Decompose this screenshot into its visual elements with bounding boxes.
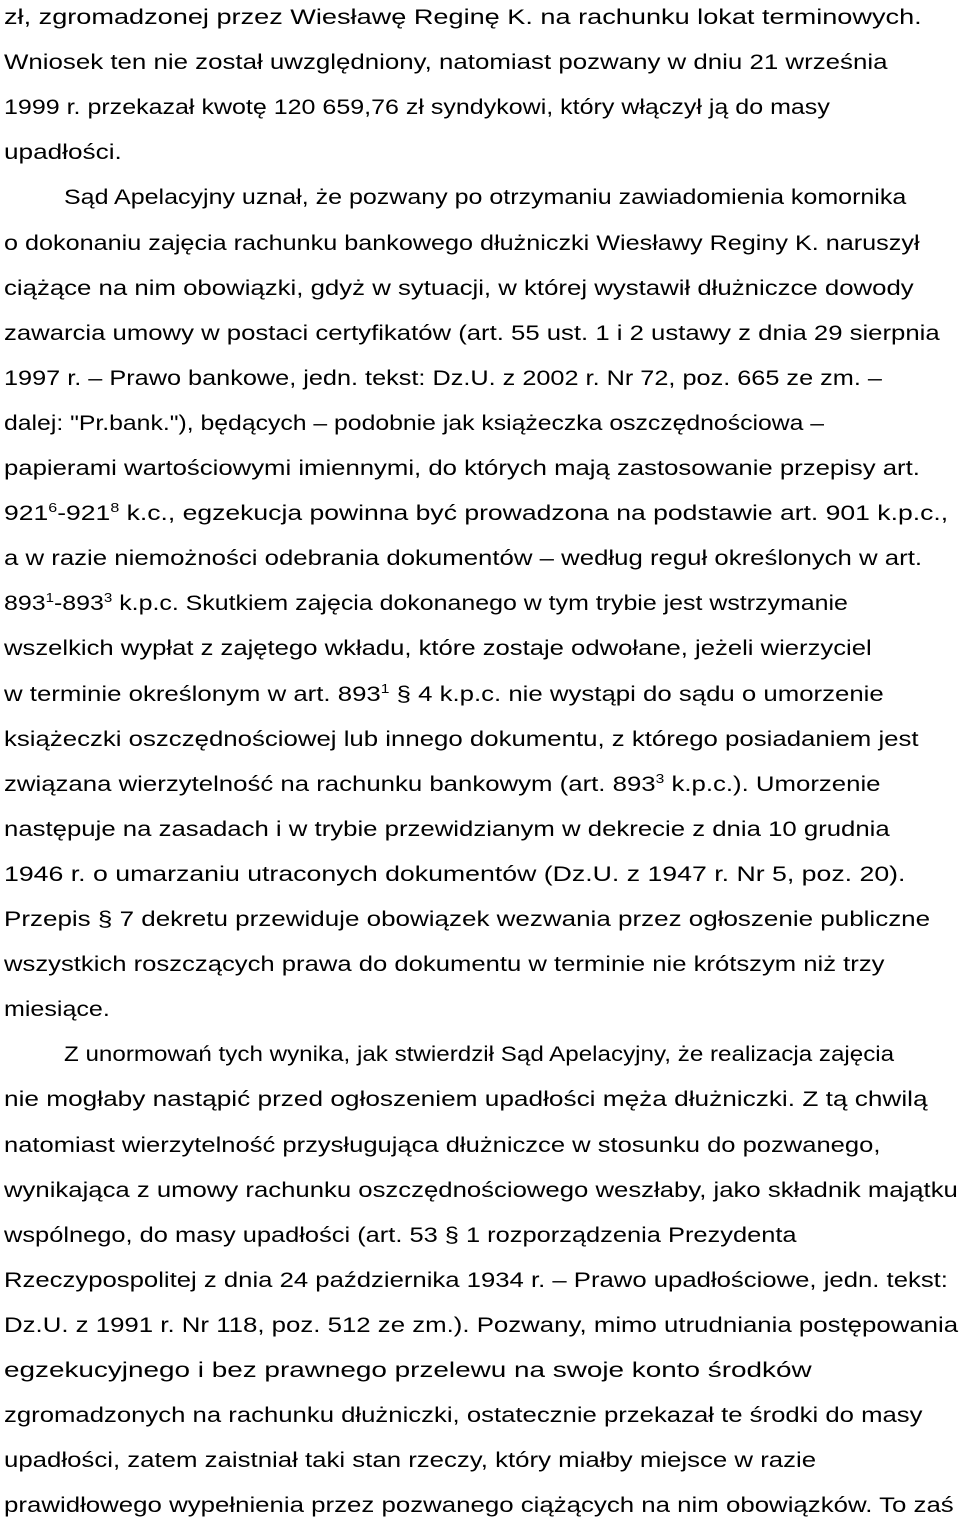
text-line: następuje na zasadach i w trybie przewidzianym w dekrecie z dnia 10 grudnia [4, 816, 890, 841]
text-line: Wniosek ten nie został uwzględniony, natomiast pozwany w dniu 21 września [4, 50, 888, 75]
text-segment: k.p.c. Skutkiem zajęcia dokonanego w tym trybie jest wstrzymanie [112, 591, 848, 616]
text-line: dalej: "Pr.bank."), będących – podobnie jak książeczka oszczędnościowa – [4, 410, 825, 435]
text-line: wspólnego, do masy upadłości (art. 53 § 1 rozporządzenia Prezydenta [4, 1222, 797, 1247]
superscript: 6 [48, 500, 58, 516]
text-line: upadłości, zatem zaistniał taki stan rzeczy, który miałby miejsce w razie [4, 1448, 817, 1473]
text-line [4, 681, 884, 707]
text-line: Z unormowań tych wynika, jak stwierdził Sąd Apelacyjny, że realizacja zajęcia [64, 1042, 895, 1067]
text-segment: w terminie określonym w art. 893 [4, 681, 381, 706]
text-line [4, 500, 948, 526]
text-line: a w razie niemożności odebrania dokumentów – według reguł określonych w art. [4, 546, 923, 571]
text-line: Dz.U. z 1991 r. Nr 118, poz. 512 ze zm.). Pozwany, mimo utrudniania postępowania [4, 1312, 959, 1337]
text-line: 1946 r. o umarzaniu utraconych dokumentów (Dz.U. z 1947 r. Nr 5, poz. 20). [4, 861, 906, 886]
text-segment: § 4 k.p.c. nie wystąpi do sądu o umorzenie [389, 681, 884, 706]
superscript: 3 [103, 590, 113, 606]
superscript: 8 [110, 500, 120, 516]
superscript: 3 [655, 770, 665, 786]
superscript: 1 [380, 680, 390, 696]
text-segment: 921 [4, 501, 49, 526]
text-line: zł, zgromadzonej przez Wiesławę Reginę K. na rachunku lokat terminowych. [4, 5, 922, 29]
text-segment: 893 [4, 591, 46, 616]
text-segment: związana wierzytelność na rachunku bankowym (art. 893 [4, 771, 656, 796]
text-line: wynikająca z umowy rachunku oszczędnościowego weszłaby, jako składnik majątku [4, 1177, 958, 1202]
text-line: nie mogłaby nastąpić przed ogłoszeniem upadłości męża dłużniczki. Z tą chwilą [4, 1087, 928, 1112]
text-line: 1997 r. – Prawo bankowe, jedn. tekst: Dz.U. z 2002 r. Nr 72, poz. 665 ze zm. – [4, 365, 882, 390]
text-line: wszystkich roszczących prawa do dokumentu w terminie nie krótszym niż trzy [4, 952, 885, 977]
text-line [4, 590, 848, 616]
text-line: natomiast wierzytelność przysługująca dłużniczce w stosunku do pozwanego, [4, 1132, 881, 1157]
text-line: upadłości. [4, 140, 122, 165]
text-line: ciążące na nim obowiązki, gdyż w sytuacji, w której wystawił dłużniczce dowody [4, 275, 914, 300]
text-segment: -921 [57, 501, 111, 526]
text-line [4, 771, 881, 797]
text-line: zawarcia umowy w postaci certyfikatów (art. 55 ust. 1 i 2 ustawy z dnia 29 sierpnia [4, 320, 940, 345]
text-segment: k.c., egzekucja powinna być prowadzona na podstawie art. 901 k.p.c., [119, 501, 949, 526]
text-line: wszelkich wypłat z zajętego wkładu, które zostaje odwołane, jeżeli wierzyciel [4, 636, 872, 661]
text-segment: k.p.c.). Umorzenie [664, 771, 881, 796]
text-line: 1999 r. przekazał kwotę 120 659,76 zł syndykowi, który włączył ją do masy [4, 95, 830, 120]
text-line: Rzeczypospolitej z dnia 24 października 1934 r. – Prawo upadłościowe, jedn. tekst: [4, 1267, 948, 1292]
text-line: egzekucyjnego i bez prawnego przelewu na swoje konto środków [4, 1358, 812, 1382]
text-line: książeczki oszczędnościowej lub innego dokumentu, z którego posiadaniem jest [4, 726, 919, 751]
text-line: Sąd Apelacyjny uznał, że pozwany po otrzymaniu zawiadomienia komornika [64, 185, 907, 210]
text-line: o dokonaniu zajęcia rachunku bankowego dłużniczki Wiesławy Reginy K. naruszył [4, 230, 920, 255]
text-segment: -893 [53, 591, 104, 616]
text-line: miesiące. [4, 997, 110, 1022]
text-line: prawidłowego wypełnienia przez pozwanego ciążących na nim obowiązków. To zaś [4, 1493, 954, 1518]
superscript: 1 [45, 590, 54, 606]
text-line: Przepis § 7 dekretu przewiduje obowiązek wezwania przez ogłoszenie publiczne [4, 907, 931, 931]
text-line: zgromadzonych na rachunku dłużniczki, ostatecznie przekazał te środki do masy [4, 1403, 923, 1428]
text-line: papierami wartościowymi imiennymi, do których mają zastosowanie przepisy art. [4, 456, 920, 480]
